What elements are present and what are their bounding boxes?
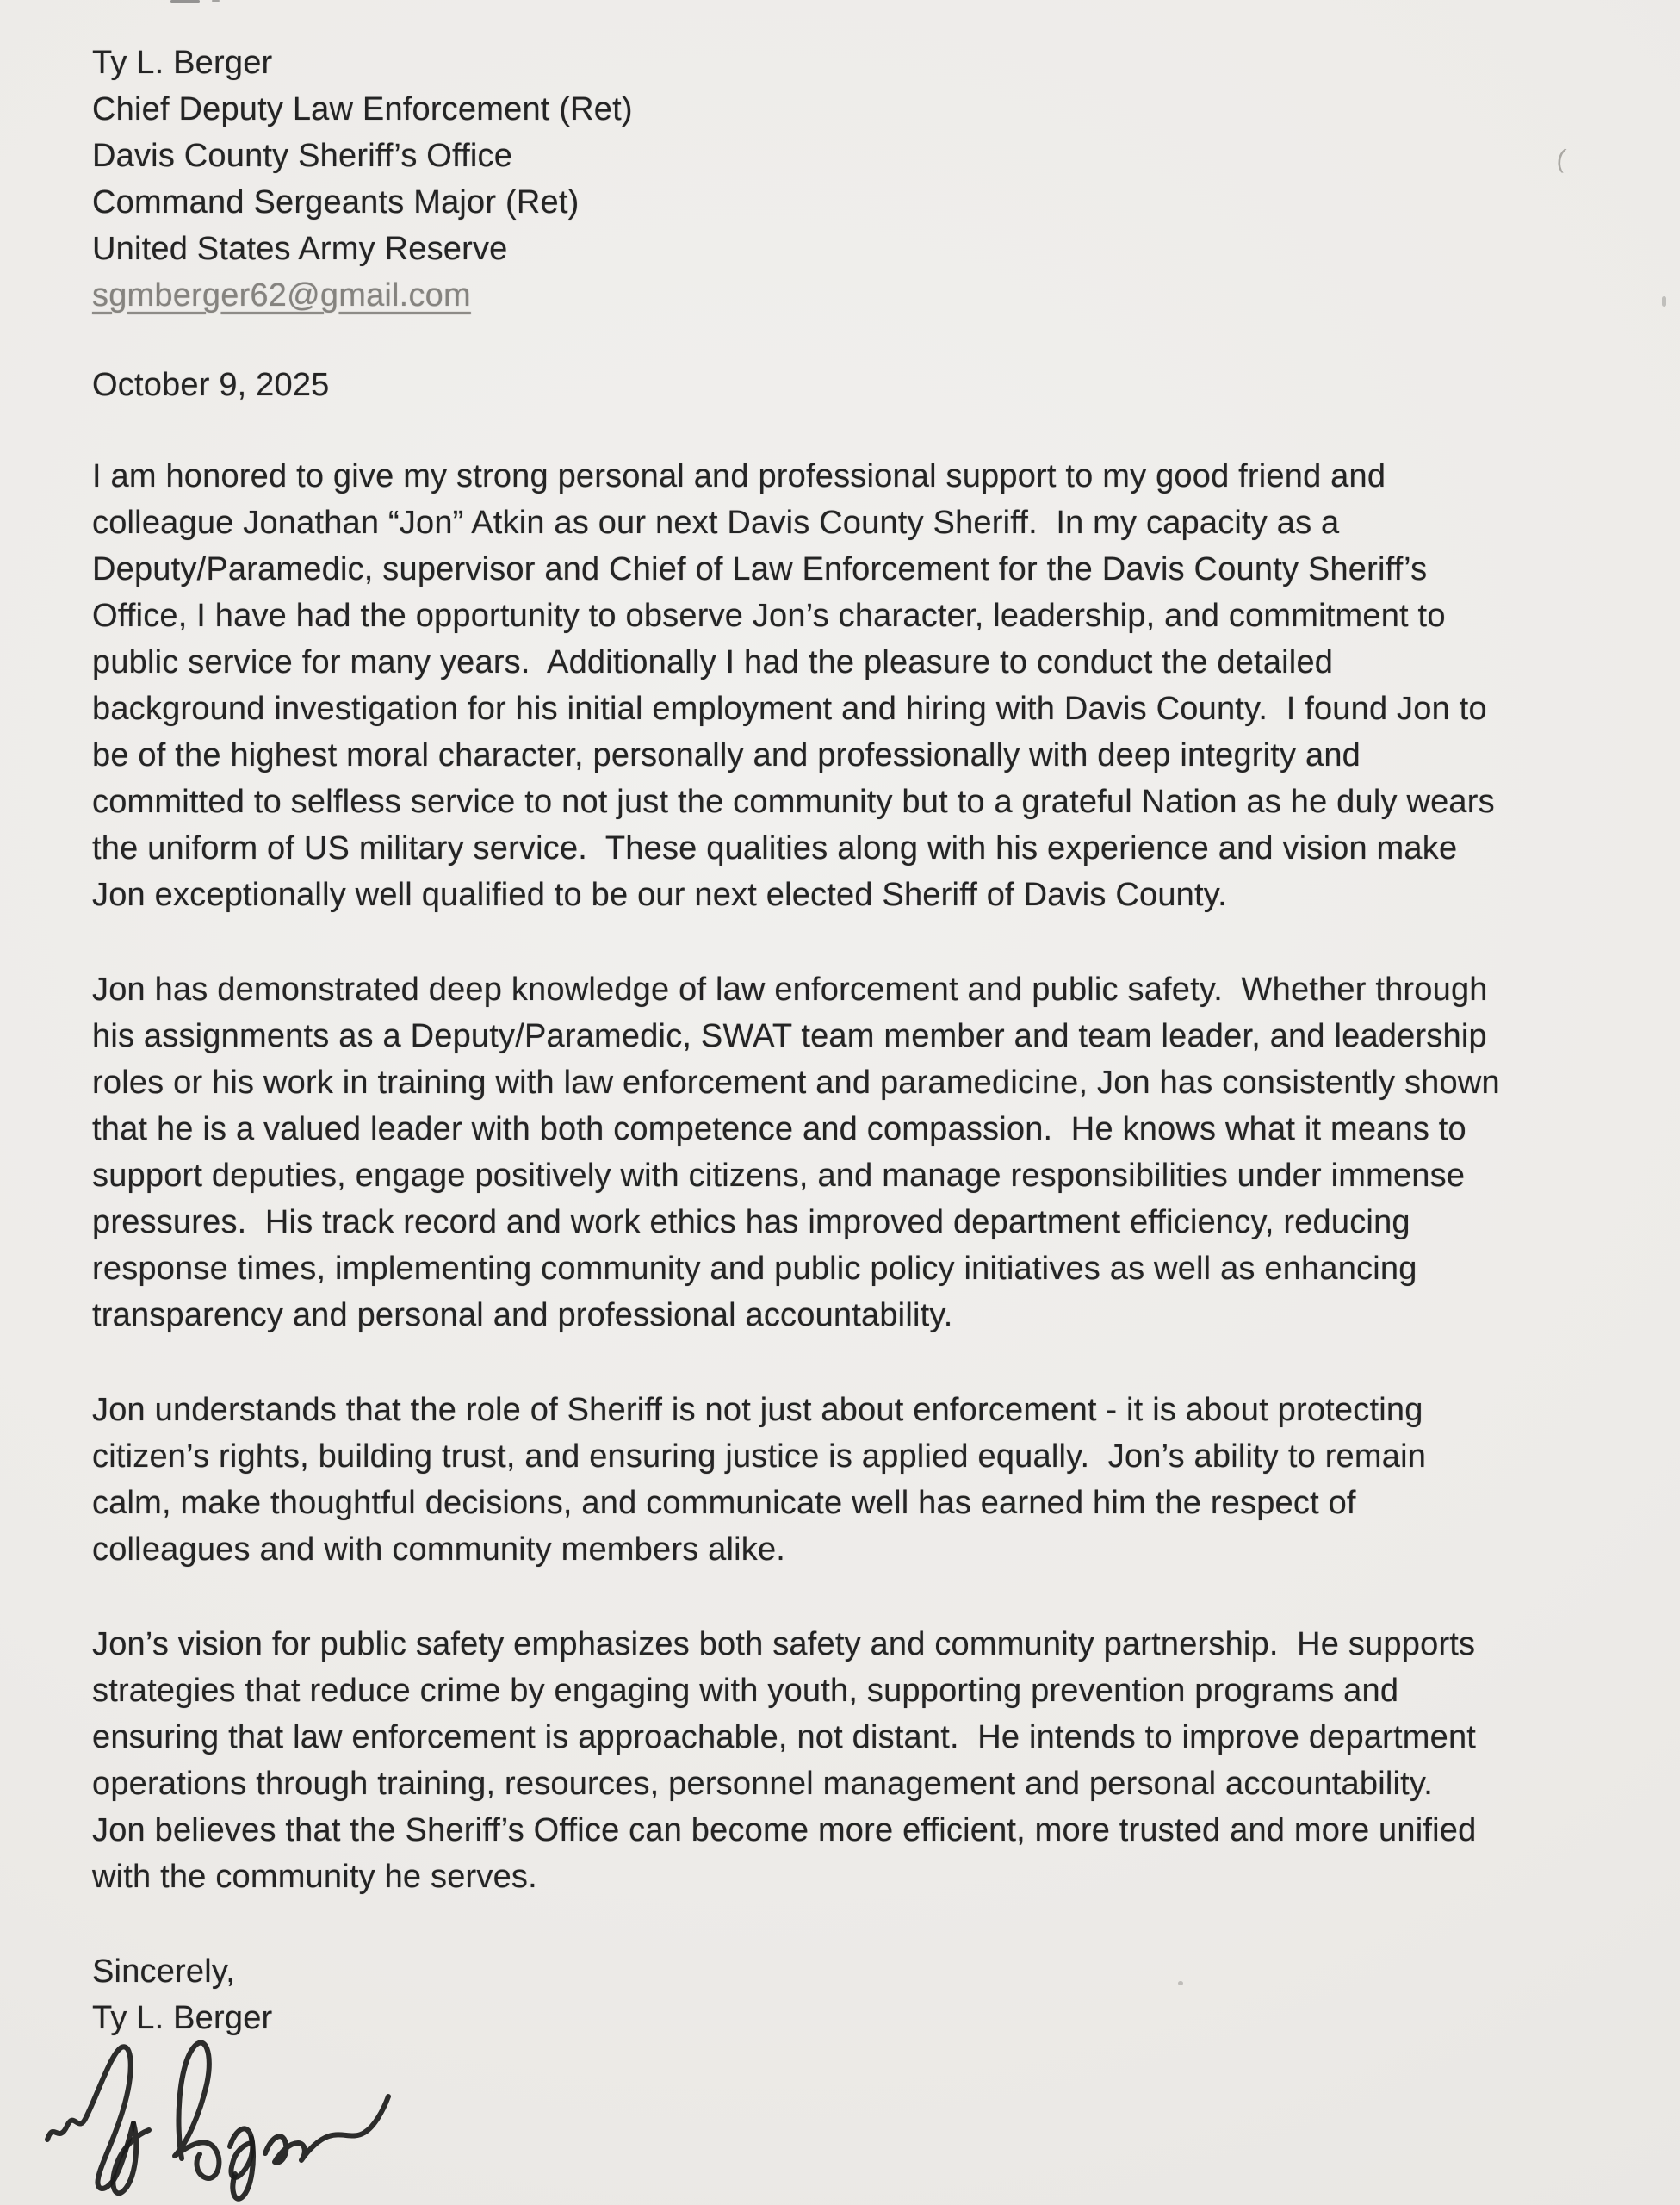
text-line: that he is a valued leader with both competence and compassion. He knows what it means to	[92, 1111, 1466, 1147]
text-line: Chief Deputy Law Enforcement (Ret)	[92, 91, 633, 127]
text-line: I am honored to give my strong personal and professional support to my good friend and	[92, 458, 1386, 494]
signature-stroke-y	[230, 2128, 252, 2177]
scan-speck-dot	[1178, 1981, 1183, 1985]
text-line: with the community he serves.	[92, 1859, 537, 1895]
text-line: calm, make thoughtful decisions, and communicate well has earned him the respect of	[92, 1485, 1356, 1521]
text-line: transparency and personal and professional accountability.	[92, 1297, 953, 1333]
text-line: Davis County Sheriff’s Office	[92, 138, 513, 174]
text-line: committed to selfless service to not just the community but to a grateful Nation as he duly wears	[92, 784, 1495, 820]
scan-speck-right-edge	[1662, 296, 1666, 307]
text-line: response times, implementing community and public policy initiatives as well as enhancing	[92, 1251, 1417, 1287]
text-line: United States Army Reserve	[92, 231, 508, 267]
text-line: pressures. His track record and work ethics has improved department efficiency, reducing	[92, 1204, 1410, 1240]
text-line: Jon believes that the Sheriff’s Office can become more efficient, more trusted and more unified	[92, 1812, 1477, 1848]
text-line: colleagues and with community members alike.	[92, 1531, 786, 1568]
text-line: Office, I have had the opportunity to observe Jon’s character, leadership, and commitment to	[92, 598, 1446, 634]
scan-speck-top	[170, 0, 200, 3]
text-line: be of the highest moral character, personally and professionally with deep integrity and	[92, 737, 1361, 773]
text-line: Deputy/Paramedic, supervisor and Chief of Law Enforcement for the Davis County Sheriff’s	[92, 551, 1428, 587]
scan-speck-top-2	[212, 0, 220, 2]
scan-artifact-mark: (	[1554, 144, 1568, 174]
text-line: public service for many years. Additionally I had the pleasure to conduct the detailed	[92, 644, 1334, 680]
text-line: colleague Jonathan “Jon” Atkin as our next Davis County Sheriff. In my capacity as a	[92, 505, 1340, 541]
text-line: strategies that reduce crime by engaging with youth, supporting prevention programs and	[92, 1673, 1399, 1709]
text-line: the uniform of US military service. These qualities along with his experience and vision make	[92, 830, 1458, 866]
text-line: citizen’s rights, building trust, and ensuring justice is applied equally. Jon’s ability to remain	[92, 1438, 1427, 1475]
paragraph-1	[92, 453, 1646, 918]
signed-name: Ty L. Berger	[92, 2000, 273, 2036]
paragraph-3	[92, 1387, 1646, 1573]
text-line: operations through training, resources, personnel management and personal accountability.	[92, 1766, 1434, 1802]
valediction: Sincerely,	[92, 1953, 236, 1990]
text-line: Jon’s vision for public safety emphasizes both safety and community partnership. He supports	[92, 1626, 1476, 1662]
text-line: ensuring that law enforcement is approachable, not distant. He intends to improve department	[92, 1719, 1477, 1755]
text-line: Ty L. Berger	[92, 45, 273, 81]
letter-body	[92, 453, 1646, 1900]
signature-stroke-b	[175, 2042, 219, 2178]
sender-email-line	[92, 272, 1646, 319]
sender-lines	[92, 40, 1646, 272]
text-line: Jon understands that the role of Sheriff is not just about enforcement - it is about protecting	[92, 1392, 1423, 1428]
text-line: Jon exceptionally well qualified to be our next elected Sheriff of Davis County.	[92, 877, 1227, 913]
paragraph-2	[92, 966, 1646, 1339]
paragraph-4	[92, 1621, 1646, 1900]
signature-stroke-ty	[47, 2047, 133, 2189]
sender-email: sgmberger62@gmail.com	[92, 277, 471, 314]
letter-date: October 9, 2025	[92, 367, 330, 403]
text-line: Command Sergeants Major (Ret)	[92, 184, 580, 220]
text-line: roles or his work in training with law enforcement and paramedicine, Jon has consistently shown	[92, 1065, 1500, 1101]
text-line: his assignments as a Deputy/Paramedic, SWAT team member and team leader, and leadership	[92, 1018, 1487, 1054]
text-line: support deputies, engage positively with citizens, and manage responsibilities under immense	[92, 1158, 1466, 1194]
text-line: Jon has demonstrated deep knowledge of law enforcement and public safety. Whether through	[92, 972, 1488, 1008]
sender-block	[92, 40, 1646, 319]
signature-stroke-er-tail	[265, 2096, 388, 2163]
text-line: background investigation for his initial employment and hiring with Davis County. I found Jon to	[92, 691, 1487, 727]
handwritten-signature	[43, 2024, 405, 2205]
